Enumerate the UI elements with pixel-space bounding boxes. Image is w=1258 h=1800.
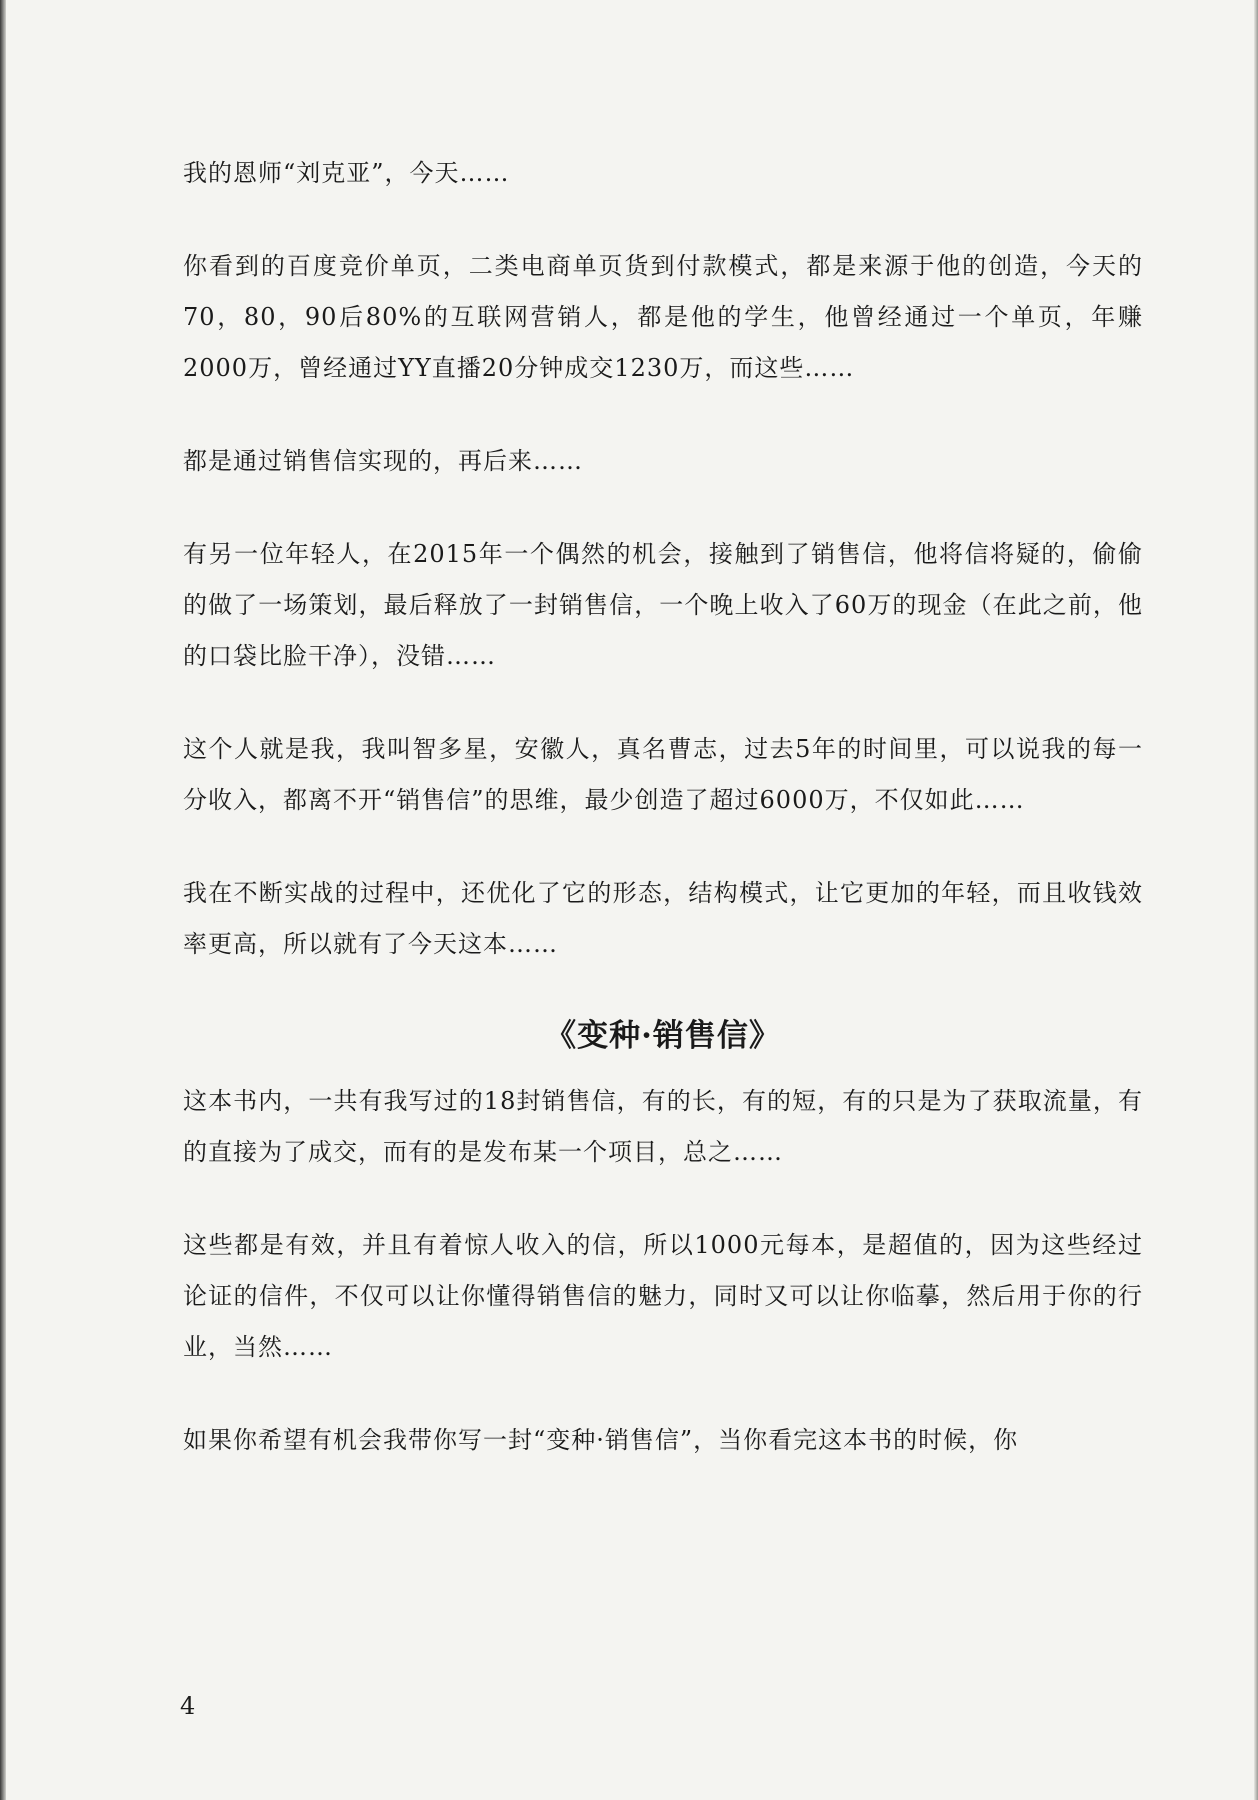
paragraph: 你看到的百度竞价单页，二类电商单页货到付款模式，都是来源于他的创造，今天的70，80，90后80%的互联网营销人，都是他的学生，他曾经通过一个单页，年赚2000万，曾经通过YY直播20分钟成交1230万，而这些……	[183, 252, 1143, 382]
paragraph: 有另一位年轻人，在2015年一个偶然的机会，接触到了销售信，他将信将疑的，偷偷的做了一场策划，最后释放了一封销售信，一个晚上收入了60万的现金（在此之前，他的口袋比脸干净），没错……	[183, 540, 1143, 670]
paragraph: 这个人就是我，我叫智多星，安徽人，真名曹志，过去5年的时间里，可以说我的每一分收入，都离不开“销售信”的思维，最少创造了超过6000万，不仅如此……	[183, 735, 1143, 814]
page-body	[183, 148, 1143, 1508]
paragraph: 如果你希望有机会我带你写一封“变种·销售信”，当你看完这本书的时候，你	[183, 1426, 1019, 1454]
paragraph: 这些都是有效，并且有着惊人收入的信，所以1000元每本，是超值的，因为这些经过论证的信件，不仅可以让你懂得销售信的魅力，同时又可以让你临摹，然后用于你的行业，当然……	[183, 1231, 1143, 1361]
scan-edge-right	[1254, 0, 1258, 1800]
paragraph: 我的恩师“刘克亚”，今天……	[183, 159, 510, 187]
paragraph: 我在不断实战的过程中，还优化了它的形态，结构模式，让它更加的年轻，而且收钱效率更高，所以就有了今天这本……	[183, 879, 1143, 958]
book-title-heading: 《变种·销售信》	[545, 1018, 781, 1054]
scan-edge-left	[0, 0, 6, 1800]
paragraph: 都是通过销售信实现的，再后来……	[183, 447, 583, 475]
page-number: 4	[180, 1692, 196, 1720]
paragraph: 这本书内，一共有我写过的18封销售信，有的长，有的短，有的只是为了获取流量，有的直接为了成交，而有的是发布某一个项目，总之……	[183, 1087, 1143, 1166]
